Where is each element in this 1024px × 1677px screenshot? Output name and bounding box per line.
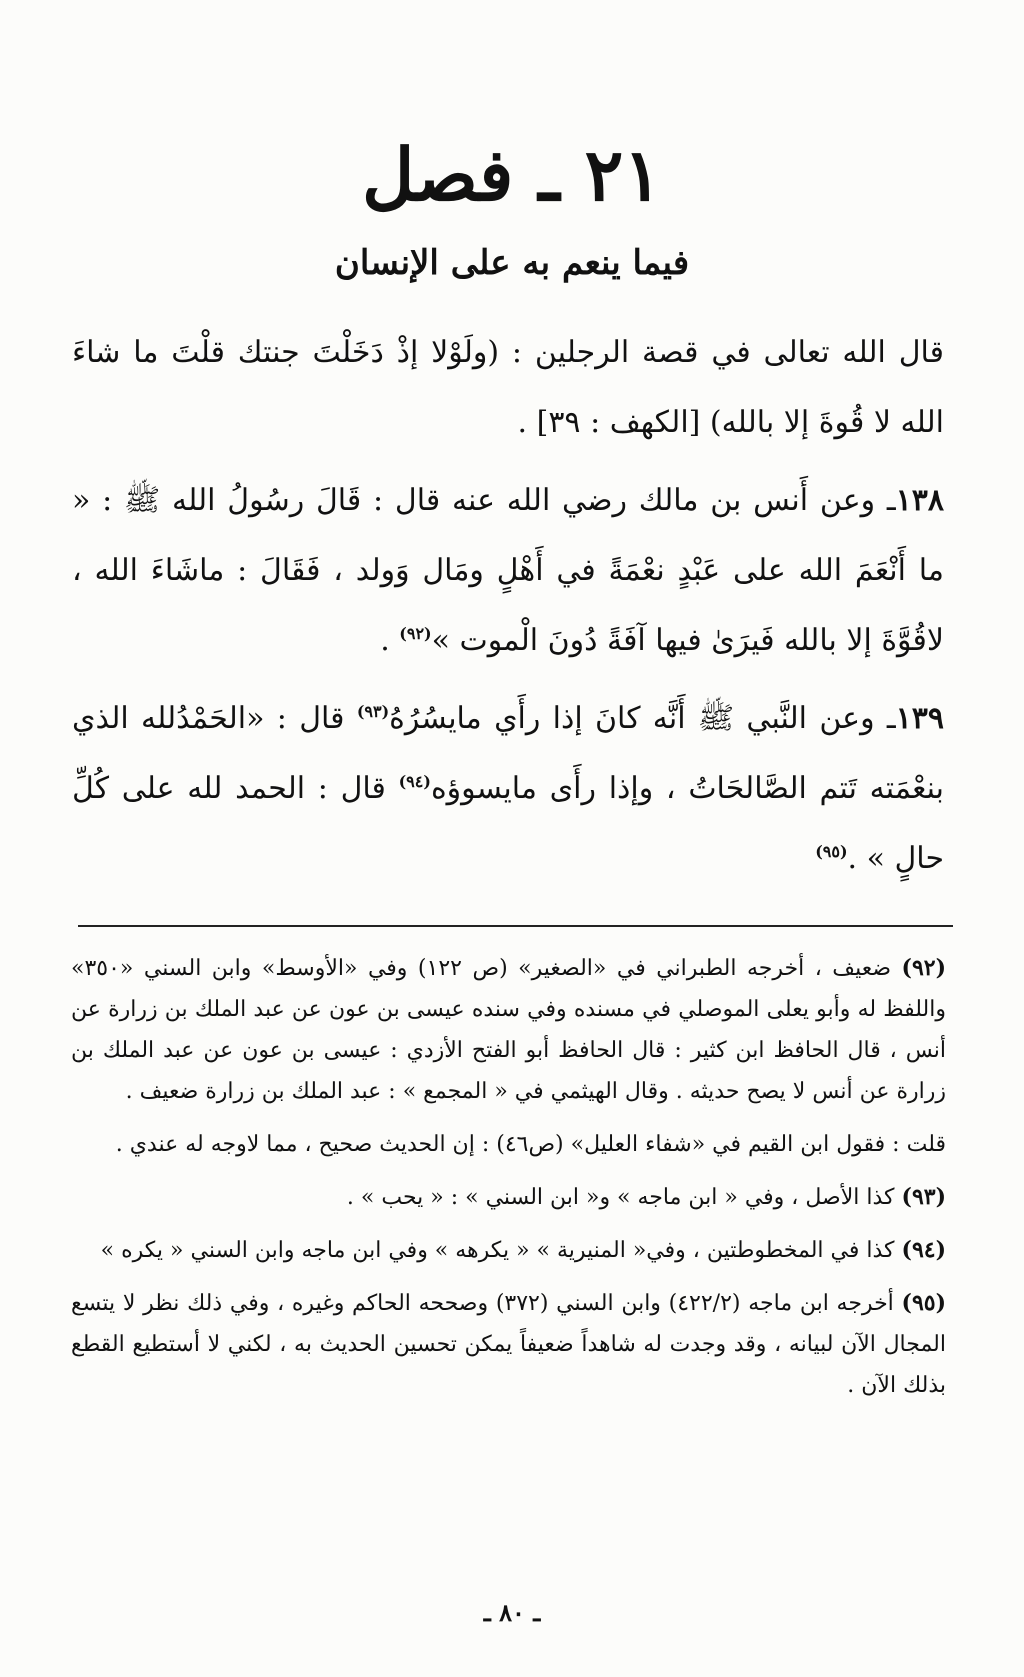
footnote-93 — [71, 1177, 946, 1218]
page-number: ـ ٨٠ ـ — [483, 1598, 541, 1627]
footnotes — [71, 948, 946, 1418]
hadith-text: ـ وعن النَّبي ﷺ أَنَّه كانَ إذا رأَي مايسُرُهُ — [389, 701, 896, 736]
hadith-text: قال : الحمد لله على كُلِّ حالٍ » . — [72, 771, 944, 876]
main-text — [72, 318, 944, 902]
footnote-number: (٩٢) — [901, 955, 946, 981]
footnote-92 — [71, 948, 946, 1112]
footnote-text: قلت : فقول ابن القيم في «شفاء العليل» (ص٤٦) : إن الحديث صحيح ، مما لاوجه له عندي . — [115, 1132, 946, 1157]
footnote-number: (٩٣) — [901, 1184, 946, 1210]
footnote-ref: (٩٥) — [815, 842, 848, 861]
chapter-title: ٢١ ـ فصل — [362, 132, 662, 217]
footnote-separator — [78, 925, 953, 927]
footnote-note — [71, 1124, 946, 1165]
footnote-ref: (٩٢) — [399, 624, 432, 643]
hadith-139 — [72, 684, 944, 894]
hadith-138: ١٣٨ـ وعن أَنس بن مالك رضي الله عنه قال : قَالَ رسُولُ الله ﷺ : « ما أَنْعَمَ الله على عَبْدٍ نعْمَةً في أَهْلٍ ومَال وَولد ، فَقَالَ : ماشَاءَ الله ، لاقُوَّةَ إلا بالله فَيرَىٰ فيها آفَةً دُونَ الْموت »$^{(٩٢)}$ . — [72, 483, 944, 658]
hadith-text: قال : «الحَمْدُلله الذي بنعْمَته تَتم الصَّالحَاتُ ، وإذا رأَى مايسوؤه — [72, 701, 944, 806]
hadith-number: ١٣٨ — [895, 483, 944, 518]
footnote-text: أخرجه ابن ماجه (٤٢٢/٢) وابن السني (٣٧٢) وصححه الحاكم وغيره ، وفي ذلك نظر لا يتسع المجال الآن لبيانه ، وقد وجدت له شاهداً ضعيفاً يمكن تحسين الحديث به ، لكني لا أستطيع القطع بذلك الآن . — [71, 1291, 946, 1398]
footnote-number: (٩٤) — [901, 1237, 946, 1263]
footnote-94 — [71, 1230, 946, 1271]
hadith-text: ـ وعن أَنس بن مالك رضي الله عنه قال : قَالَ رسُولُ الله ﷺ : « ما أَنْعَمَ الله على عَبْدٍ نعْمَةً في أَهْلٍ ومَال وَولد ، فَقَالَ : ماشَاءَ الله ، لاقُوَّةَ إلا بالله فَيرَىٰ فيها آفَةً دُونَ الْموت » — [72, 483, 944, 658]
chapter-subtitle: فيما ينعم به على الإنسان — [334, 243, 690, 283]
hadith-number: ١٣٩ — [895, 701, 945, 736]
footnote-number: (٩٥) — [901, 1290, 946, 1316]
footnote-text: كذا الأصل ، وفي « ابن ماجه » و« ابن السني » : « يحب » . — [346, 1185, 895, 1210]
footnote-text: ضعيف ، أخرجه الطبراني في «الصغير» (ص ١٢٢) وفي «الأوسط» وابن السني «٣٥٠» واللفظ له وأبو يعلى الموصلي في مسنده وفي سنده عيسى بن عون عن عبد الملك بن زرارة عن أنس ، قال الحافظ ابن كثير : قال الحافظ أبو الفتح الأزدي : عيسى بن عون عن عبد الملك بن زرارة عن أنس لا يصح حديثه . وقال الهيثمي في « المجمع » : عبد الملك بن زرارة ضعيف . — [71, 956, 946, 1104]
footnote-text: كذا في المخطوطتين ، وفي« المنيرية » « يكرهه » وفي ابن ماجه وابن السني « يكره » — [100, 1238, 895, 1263]
footnote-95 — [71, 1283, 946, 1406]
footnote-ref: (٩٤) — [398, 772, 431, 791]
intro-paragraph: قال الله تعالى في قصة الرجلين : (ولَوْلا إذْ دَخَلْتَ جنتك قلْتَ ما شاءَ الله لا قُوةَ إلا بالله) [الكهف : ٣٩] . — [72, 335, 944, 440]
footnote-ref: (٩٣) — [356, 702, 390, 721]
